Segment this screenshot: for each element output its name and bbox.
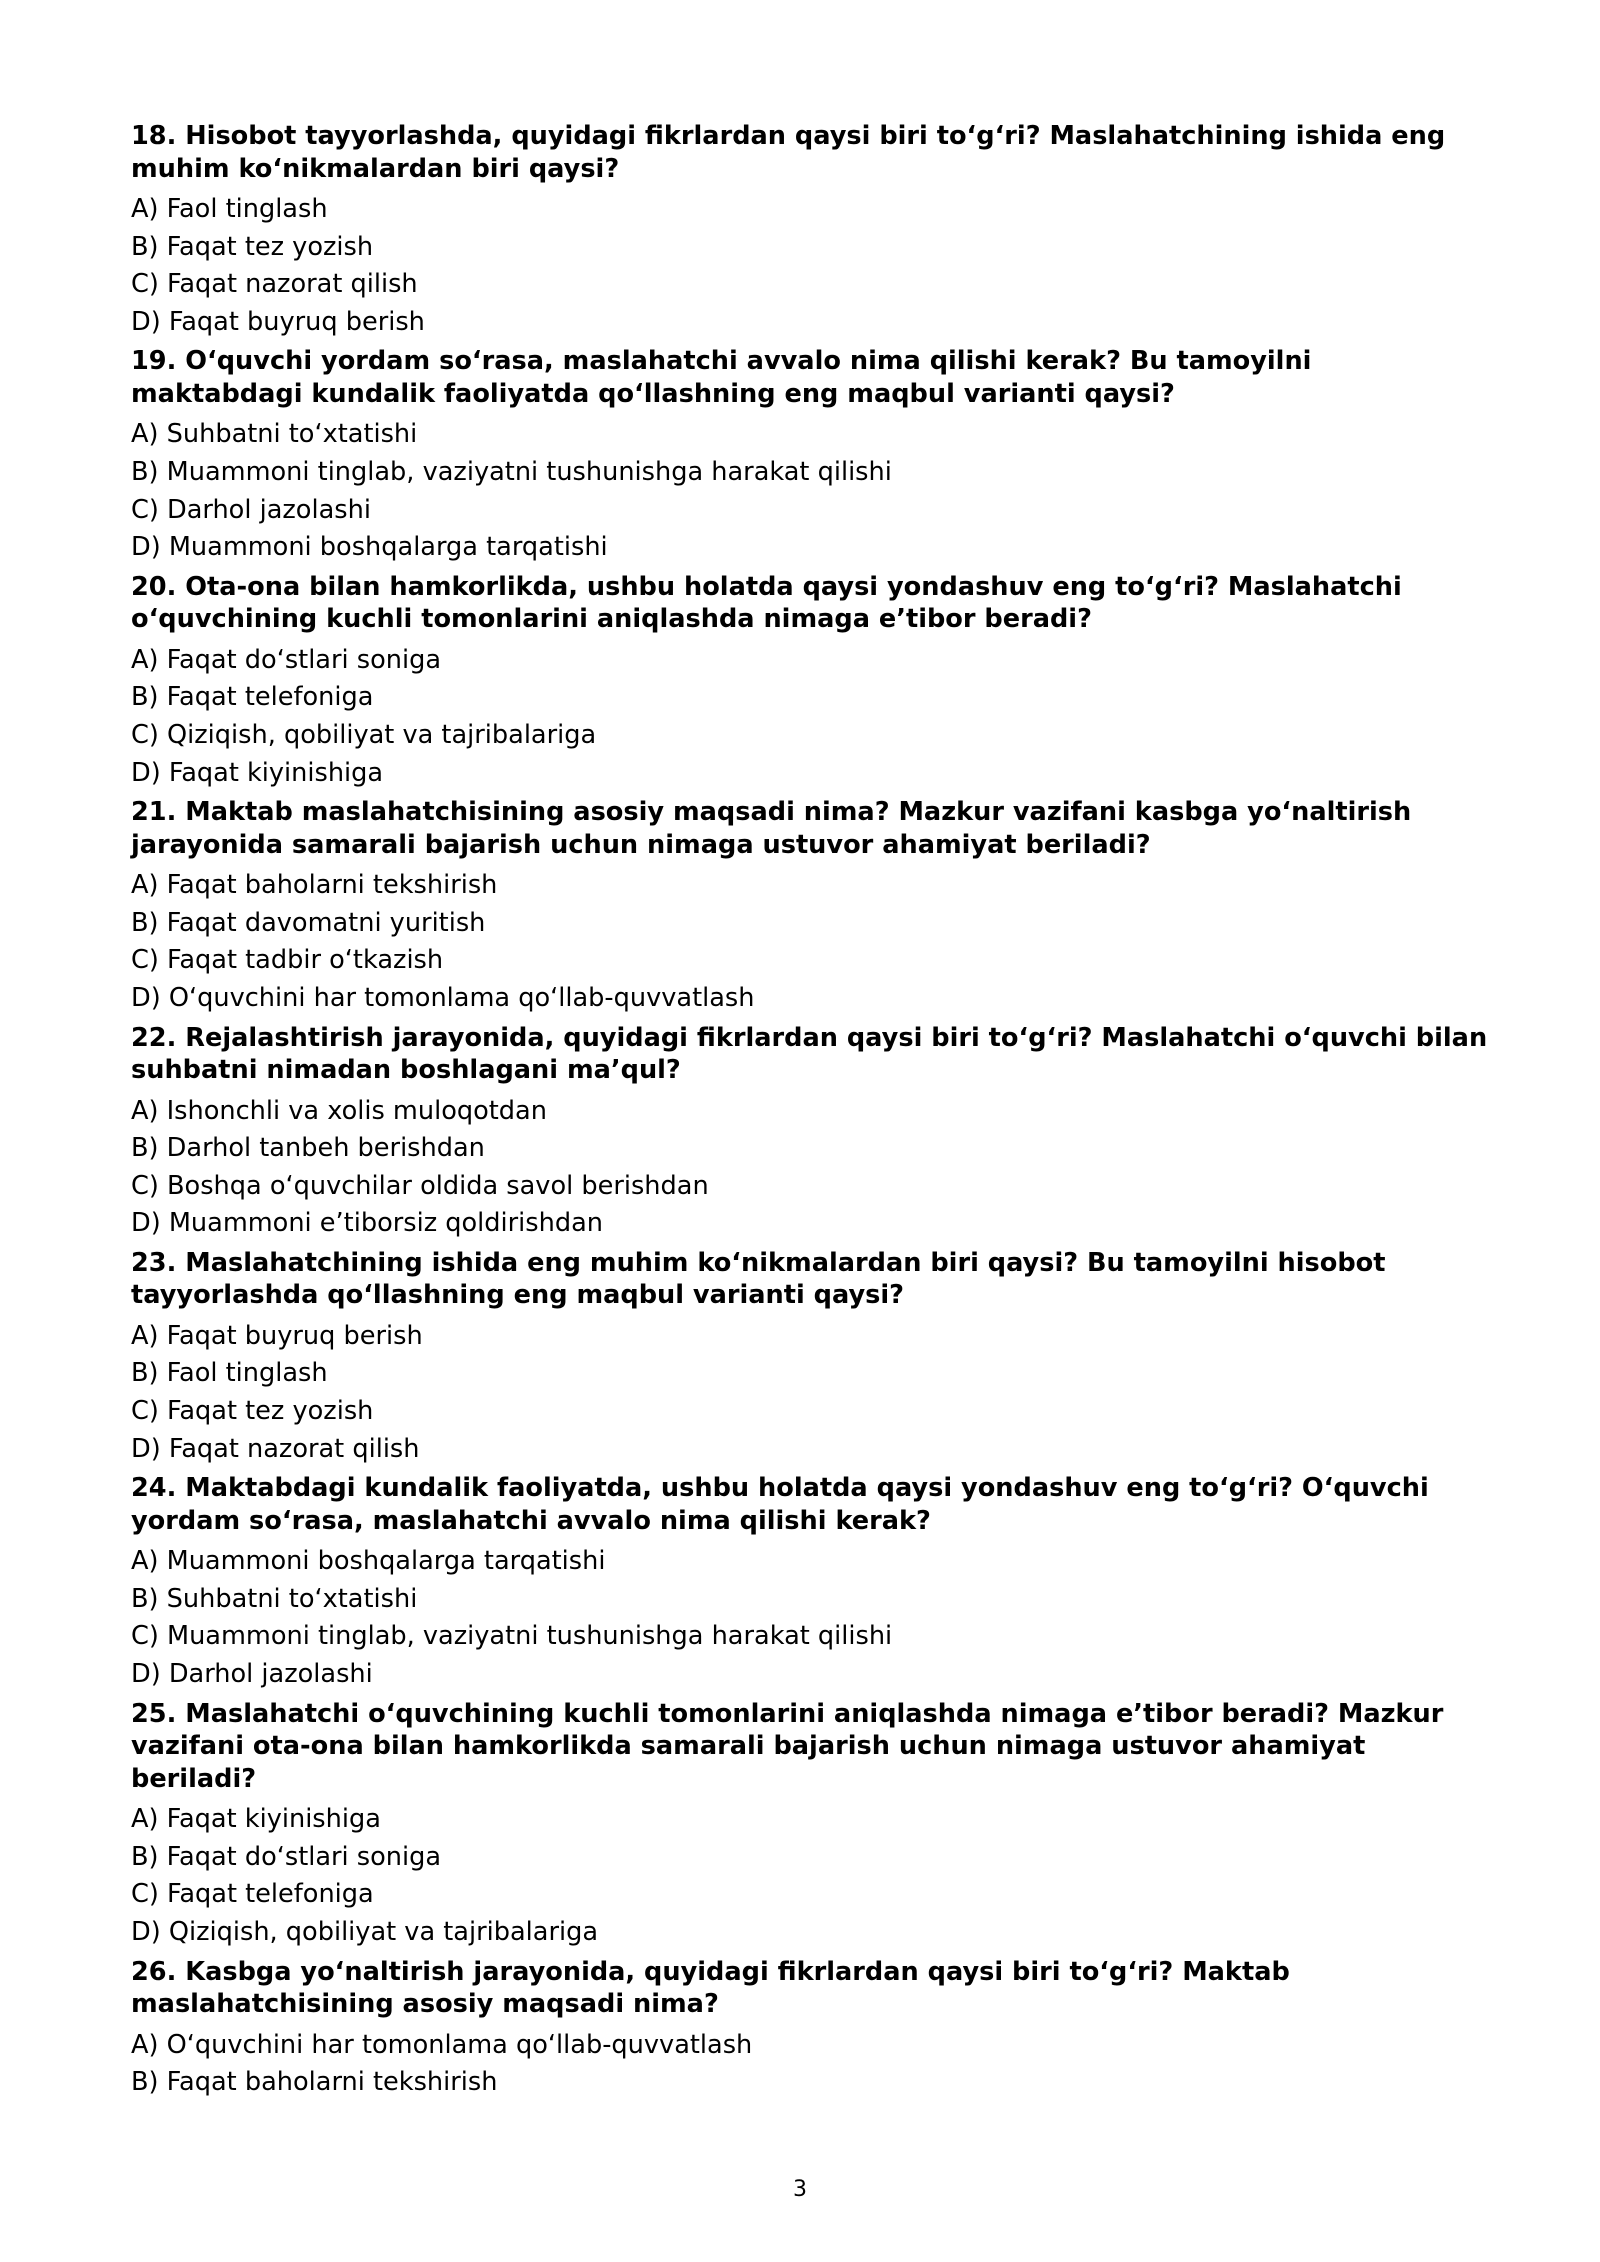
answer-option: A) Faqat baholarni tekshirish (131, 870, 498, 901)
question-text: 26. Kasbga yo‘naltirish jarayonida, quyidagi fikrlardan qaysi biri to‘g‘ri? Maktab maslahatchisining asosiy maqsadi nima? (131, 1956, 1290, 2019)
answer-option: A) Faqat buyruq berish (131, 1320, 423, 1351)
answer-option: C) Faqat telefoniga (131, 1879, 374, 1910)
question-text: 22. Rejalashtirish jarayonida, quyidagi fikrlardan qaysi biri to‘g‘ri? Maslahatchi o‘quvchi bilan suhbatni nimadan boshlagani ma’qul? (131, 1022, 1488, 1085)
page-number: 3 (793, 2177, 807, 2202)
answer-option: A) Faol tinglash (131, 194, 328, 224)
question-block (131, 1022, 1491, 1243)
answer-option: B) Suhbatni to‘xtatishi (131, 1583, 418, 1614)
question-block (131, 1956, 1491, 2102)
answer-option: D) Muammoni e’tiborsiz qoldirishdan (131, 1208, 603, 1239)
answer-option: B) Faqat tez yozish (131, 231, 374, 262)
answer-option: D) Faqat nazorat qilish (131, 1433, 420, 1464)
answer-option: D) O‘quvchini har tomonlama qo‘llab-quvvatlash (131, 982, 755, 1013)
answer-option: D) Faqat kiyinishiga (131, 757, 384, 788)
answer-option: A) O‘quvchini har tomonlama qo‘llab-quvvatlash (131, 2029, 753, 2060)
answer-option: C) Darhol jazolashi (131, 494, 371, 525)
question-text: 18. Hisobot tayyorlashda, quyidagi fikrlardan qaysi biri to‘g‘ri? Maslahatchining ishida eng muhim ko‘nikmalardan biri qaysi? (131, 121, 1446, 184)
question-text: 20. Ota-ona bilan hamkorlikda, ushbu holatda qaysi yondashuv eng to‘g‘ri? Maslahatchi o‘quvchining kuchli tomonlarini aniqlashda nimaga e’tibor beradi? (131, 571, 1402, 635)
answer-options (131, 1801, 1491, 1951)
answer-option: C) Faqat tez yozish (131, 1396, 374, 1427)
answer-options (131, 642, 1491, 792)
answer-option: A) Faqat kiyinishiga (131, 1804, 381, 1835)
question-block (131, 571, 1491, 792)
question-list (131, 120, 1491, 2102)
answer-options (131, 191, 1491, 341)
answer-option: D) Qiziqish, qobiliyat va tajribalariga (131, 1916, 599, 1947)
question-text: 23. Maslahatchining ishida eng muhim ko‘nikmalardan biri qaysi? Bu tamoyilni hisobot tayyorlashda qo‘llashning eng maqbul varianti qaysi? (131, 1247, 1386, 1311)
answer-option: A) Muammoni boshqalarga tarqatishi (131, 1546, 606, 1577)
answer-option: B) Darhol tanbeh berishdan (131, 1133, 485, 1164)
question-block (131, 120, 1491, 341)
answer-option: D) Muammoni boshqalarga tarqatishi (131, 532, 608, 563)
answer-options (131, 1543, 1491, 1693)
question-text: 19. O‘quvchi yordam so‘rasa, maslahatchi avvalo nima qilishi kerak? Bu tamoyilni maktabdagi kundalik faoliyatda qo‘llashning eng maqbul varianti qaysi? (131, 346, 1312, 409)
answer-option: C) Muammoni tinglab, vaziyatni tushunishga harakat qilishi (131, 1621, 893, 1652)
answer-option: B) Faol tinglash (131, 1358, 328, 1389)
question-text: 25. Maslahatchi o‘quvchining kuchli tomonlarini aniqlashda nimaga e’tibor beradi? Mazkur vazifani ota-ona bilan hamkorlikda samarali bajarish uchun nimaga ustuvor ahamiyat beriladi? (131, 1698, 1444, 1794)
answer-options (131, 416, 1491, 566)
question-block (131, 796, 1491, 1017)
answer-option: B) Faqat telefoniga (131, 682, 374, 713)
answer-option: D) Faqat buyruq berish (131, 306, 425, 337)
question-block (131, 1698, 1491, 1952)
question-block (131, 1472, 1491, 1693)
answer-option: B) Faqat do‘stlari soniga (131, 1841, 442, 1872)
answer-option: A) Ishonchli va xolis muloqotdan (131, 1095, 547, 1126)
answer-option: C) Faqat tadbir o‘tkazish (131, 945, 444, 976)
question-block (131, 1247, 1491, 1468)
answer-option: A) Suhbatni to‘xtatishi (131, 419, 418, 450)
answer-option: D) Darhol jazolashi (131, 1659, 373, 1690)
answer-options (131, 1318, 1491, 1468)
question-text: 24. Maktabdagi kundalik faoliyatda, ushbu holatda qaysi yondashuv eng to‘g‘ri? O‘quvchi yordam so‘rasa, maslahatchi avvalo nima qilishi kerak? (131, 1473, 1429, 1536)
question-block (131, 345, 1491, 566)
answer-options (131, 1093, 1491, 1243)
answer-options (131, 2027, 1491, 2102)
answer-option: B) Faqat baholarni tekshirish (131, 2067, 498, 2098)
answer-options (131, 867, 1491, 1017)
answer-option: C) Boshqa o‘quvchilar oldida savol berishdan (131, 1170, 709, 1201)
answer-option: B) Faqat davomatni yuritish (131, 907, 486, 938)
answer-option: B) Muammoni tinglab, vaziyatni tushunishga harakat qilishi (131, 456, 892, 487)
answer-option: C) Faqat nazorat qilish (131, 269, 418, 300)
answer-option: A) Faqat do‘stlari soniga (131, 644, 442, 675)
question-text: 21. Maktab maslahatchisining asosiy maqsadi nima? Mazkur vazifani kasbga yo‘naltirish jarayonida samarali bajarish uchun nimaga ustuvor ahamiyat beriladi? (131, 797, 1412, 860)
answer-option: C) Qiziqish, qobiliyat va tajribalariga (131, 719, 597, 750)
